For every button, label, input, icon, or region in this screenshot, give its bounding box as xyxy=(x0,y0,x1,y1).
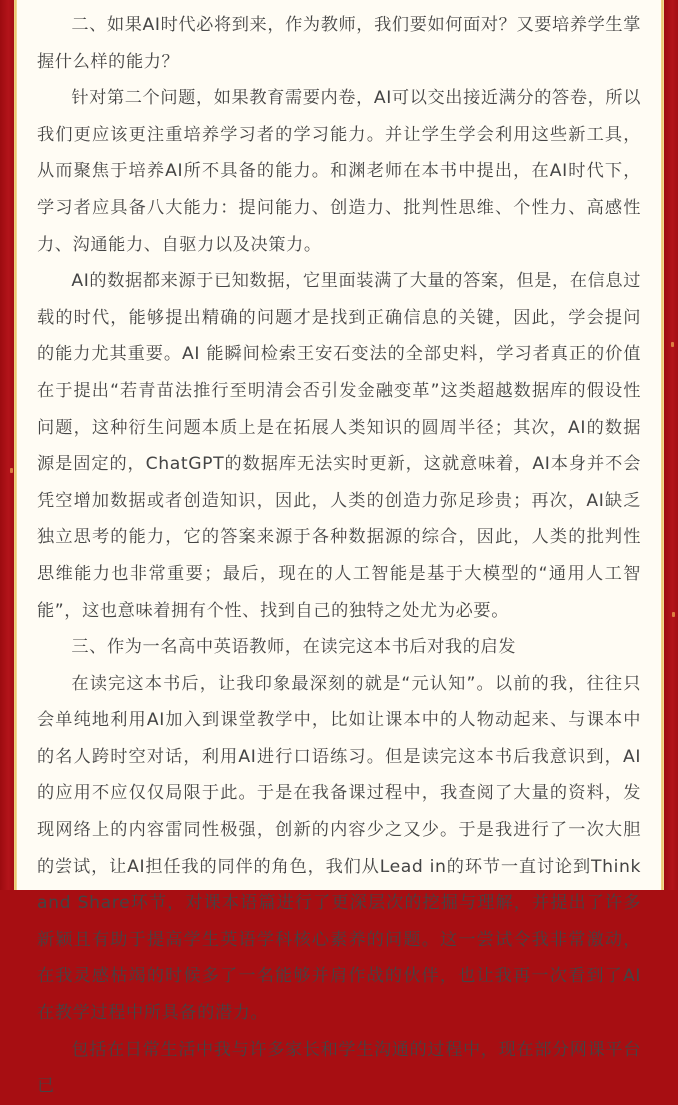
article-page xyxy=(17,0,661,1097)
section-heading-3: 三、作为一名高中英语教师，在读完这本书后对我的启发 xyxy=(71,637,517,658)
border-sparkle-decoration xyxy=(672,612,675,617)
section-heading-2: 二、如果AI时代必将到来，作为教师，我们要如何面对？又要培养学生掌握什么样的能力？ xyxy=(37,15,641,72)
left-red-border xyxy=(0,0,14,890)
right-gold-trim xyxy=(661,0,664,890)
paragraph: 在读完这本书后，让我印象最深刻的就是“元认知”。以前的我，往往只会单纯地利用AI加入到课堂教学中，比如让课本中的人物动起来、与课本中的名人跨时空对话，利用AI进行口语练习。但是读完这本书后我意识到，AI的应用不应仅仅局限于此。于是在我备课过程中，我查阅了大量的资料，发现网络上的内容雷同性极强，创新的内容少之又少。于是我进行了一次大胆的尝试，让AI担任我的同伴的角色，我们从Lead in的环节一直讨论到Think and Share环节，对课本语篇进行了更深层次的挖掘与理解，并提出了许多新颖且有助于提高学生英语学科核心素养的问题。这一尝试令我非常激动，在我灵感枯竭的时候多了一名能够并肩作战的伙伴，也让我再一次看到了AI在教学过程中所具备的潜力。 xyxy=(37,673,641,1024)
article-body xyxy=(37,0,641,1105)
border-sparkle-decoration xyxy=(671,342,674,347)
right-red-border xyxy=(664,0,678,890)
paragraph: AI的数据都来源于已知数据，它里面装满了大量的答案，但是，在信息过载的时代，能够提出精确的问题才是找到正确信息的关键，因此，学会提问的能力尤其重要。AI 能瞬间检索王安石变法的全部史料，学习者真正的价值在于提出“若青苗法推行至明清会否引发金融变革”这类超越数据库的假设性问题，这种衍生问题本质上是在拓展人类知识的圆周半径；其次，AI的数据源是固定的，ChatGPT的数据库无法实时更新，这就意味着，AI本身并不会凭空增加数据或者创造知识，因此，人类的创造力弥足珍贵；再次，AI缺乏独立思考的能力，它的答案来源于各种数据源的综合，因此，人类的批判性思维能力也非常重要；最后，现在的人工智能是基于大模型的“通用人工智能”，这也意味着拥有个性、找到自己的独特之处尤为必要。 xyxy=(37,271,641,621)
paragraph: 针对第二个问题，如果教育需要内卷，AI可以交出接近满分的答卷，所以我们更应该更注重培养学习者的学习能力。并让学生学会利用这些新工具，从而聚焦于培养AI所不具备的能力。和渊老师在本书中提出，在AI时代下，学习者应具备八大能力：提问能力、创造力、批判性思维、个性力、高感性力、沟通能力、自驱力以及决策力。 xyxy=(37,88,641,255)
border-sparkle-decoration xyxy=(10,468,13,473)
paragraph: 包括在日常生活中我与许多家长和学生沟通的过程中，现在部分网课平台已 xyxy=(37,1039,641,1097)
